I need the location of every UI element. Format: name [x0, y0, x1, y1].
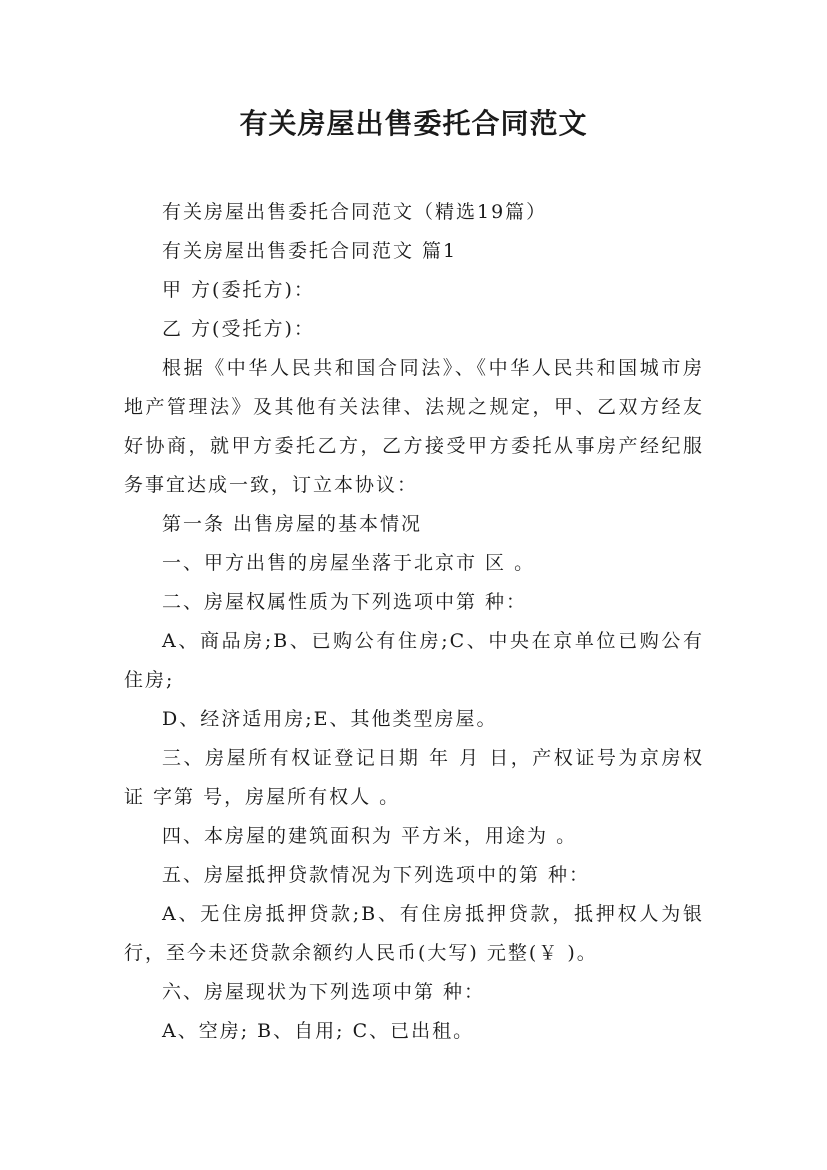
paragraph-clause-6: 六、房屋现状为下列选项中第 种：: [162, 981, 486, 1003]
paragraph-party-a: 甲 方(委托方)：: [162, 279, 315, 301]
paragraph-subtitle: 有关房屋出售委托合同范文（精选19篇）: [162, 201, 548, 223]
paragraph-article-1-heading: 第一条 出售房屋的基本情况: [162, 513, 423, 535]
paragraph-clause-2-options-b: D、经济适用房;E、其他类型房屋。: [162, 708, 498, 730]
paragraph-party-b: 乙 方(受托方)：: [162, 318, 315, 340]
paragraph-clause-2: 二、房屋权属性质为下列选项中第 种：: [162, 591, 528, 613]
paragraph-section-heading: 有关房屋出售委托合同范文 篇1: [162, 240, 458, 262]
paragraph-clause-6-options: A、空房; B、自用; C、已出租。: [162, 1020, 475, 1042]
document-title: 有关房屋出售委托合同范文: [239, 107, 588, 140]
paragraph-clause-3: 三、房屋所有权证登记日期 年 月 日，产权证号为京房权证 字第 号，房屋所有权人 。: [124, 747, 704, 808]
paragraph-clause-4: 四、本房屋的建筑面积为 平方米，用途为 。: [162, 825, 578, 847]
paragraph-clause-5: 五、房屋抵押贷款情况为下列选项中的第 种：: [162, 864, 591, 886]
paragraph-clause-5-options: A、无住房抵押贷款;B、有住房抵押贷款，抵押权人为银行，至今未还贷款余额约人民币(大写) 元整(￥ )。: [124, 903, 704, 964]
paragraph-clause-2-options-a: A、商品房;B、已购公有住房;C、中央在京单位已购公有住房;: [124, 630, 704, 691]
paragraph-clause-1: 一、甲方出售的房屋坐落于北京市 区 。: [162, 552, 536, 574]
paragraph-preamble: 根据《中华人民共和国合同法》、《中华人民共和国城市房地产管理法》及其他有关法律、法规之规定，甲、乙双方经友好协商，就甲方委托乙方，乙方接受甲方委托从事房产经纪服务事宜达成一致，订立本协议：: [124, 357, 704, 496]
document-body: [124, 193, 704, 1051]
